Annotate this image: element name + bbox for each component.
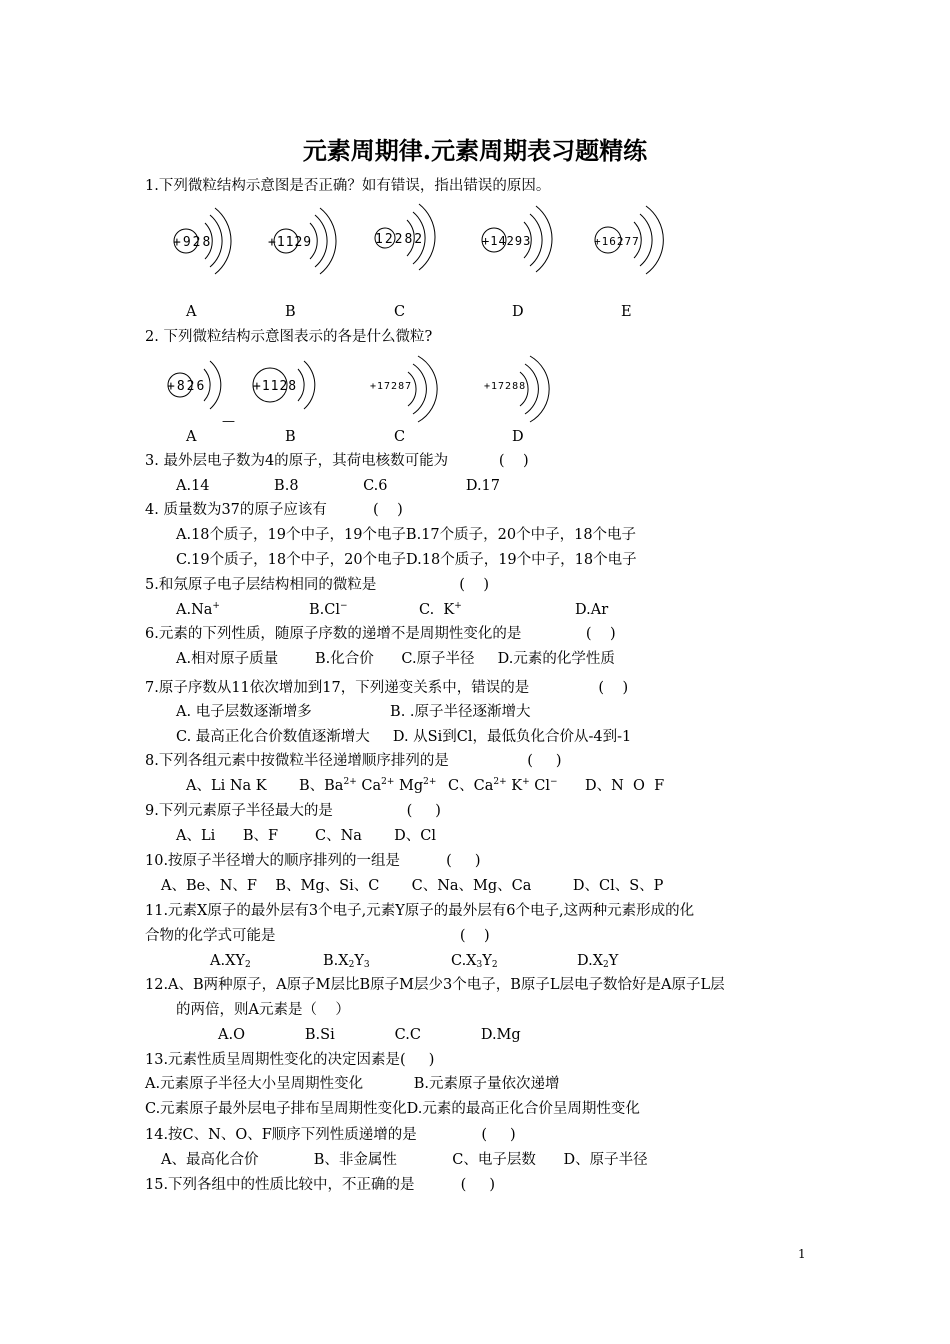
diagram-text: +14293	[482, 234, 532, 248]
q5-option-d: D.Ar	[575, 602, 609, 618]
q13-stem: 13.元素性质呈周期性变化的决定因素是( )	[145, 1052, 435, 1068]
atom-structure-diagram-icon	[478, 200, 558, 272]
q1-stem: 1.下列微粒结构示意图是否正确？如有错误，指出错误的原因。	[145, 178, 551, 194]
atom-structure-diagram-icon	[265, 205, 340, 275]
atom-structure-diagram-icon	[482, 350, 562, 422]
diagram-text: +1128	[253, 379, 298, 394]
diagram-label: A	[186, 304, 197, 320]
diagram-label: B	[285, 304, 296, 320]
q13-options-cd: C.元素原子最外层电子排布呈周期性变化D.元素的最高正化合价呈周期性变化	[145, 1101, 640, 1117]
q11-option-b: $B.X_2Y_3$	[323, 953, 370, 970]
diagram-text: 12282	[375, 232, 425, 247]
q9-options: A、Li B、F C、Na D、Cl	[176, 828, 437, 844]
diagram-text: +17288	[484, 381, 527, 392]
q3-options: A.14 B.8 C.6 D.17	[176, 478, 501, 494]
page-title: 元素周期律.元素周期表习题精练	[302, 136, 648, 165]
q7-options-cd: C. 最高正化合价数值逐渐增大 D. 从Si到Cl，最低负化合价从-4到-1	[176, 729, 632, 745]
q13-options-ab: A.元素原子半径大小呈周期性变化 B.元素原子量依次递增	[145, 1076, 560, 1092]
diagram-label: A	[186, 429, 197, 445]
q2-stem: 2. 下列微粒结构示意图表示的各是什么微粒?	[145, 329, 433, 345]
q14-stem: 14.按C、N、O、F顺序下列性质递增的是 ( )	[145, 1127, 516, 1143]
q8-stem: 8.下列各组元素中按微粒半径递增顺序排列的是 ( )	[145, 753, 562, 769]
q11-option-d: $D.X_2Y$	[577, 953, 619, 970]
q8-option-d: D、N O F	[585, 778, 665, 794]
q8-option-c: C、$Ca^{2+}$ K+ Cl−	[448, 777, 558, 794]
q7-stem: 7.原子序数从11依次增加到17，下列递变关系中，错误的是 ( )	[145, 680, 629, 696]
q5-option-b: B.Cl−	[309, 601, 348, 618]
atom-structure-diagram-icon	[368, 350, 448, 422]
q8-option-b: B、$Ba^{2+}$ $Ca^{2+}$ $Mg^{2+}$	[299, 777, 437, 794]
q9-stem: 9.下列元素原子半径最大的是 ( )	[145, 803, 441, 819]
q10-options: A、Be、N、F B、Mg、Si、C C、Na、Mg、Ca D、Cl、S、P	[161, 878, 664, 894]
q12-stem-line2: 的两倍，则A元素是（ ）	[176, 1002, 350, 1018]
diagram-text: +826	[167, 379, 207, 394]
q11-option-a: $A.XY_2$	[210, 953, 251, 970]
diagram-label: D	[512, 429, 524, 445]
q6-options: A.相对原子质量 B.化合价 C.原子半径 D.元素的化学性质	[176, 651, 615, 667]
diagram-label: C	[394, 304, 406, 320]
q5-option-c: C. K+	[419, 601, 462, 618]
q5-stem: 5.和氖原子电子层结构相同的微粒是 ( )	[145, 577, 490, 593]
diagram-label: B	[285, 429, 296, 445]
diagram-text: +1129	[268, 235, 313, 250]
diagram-text: +16277	[594, 235, 640, 248]
diagram-text: +17287	[370, 381, 413, 392]
q12-options: A.O B.Si C.C D.Mg	[218, 1027, 521, 1043]
q4-options-ab: A.18个质子，19个中子，19个电子B.17个质子，20个中子，18个电子	[176, 527, 637, 543]
q10-stem: 10.按原子半径增大的顺序排列的一组是 ( )	[145, 853, 481, 869]
q5-option-a: A.Na+	[176, 601, 220, 618]
q11-option-c: $C.X_3Y_2$	[451, 953, 498, 970]
atom-structure-diagram-icon	[590, 202, 665, 274]
diagram-label: C	[394, 429, 406, 445]
atom-structure-diagram-icon	[164, 352, 234, 420]
atom-structure-diagram-icon	[250, 352, 325, 420]
page-number: 1	[798, 1247, 806, 1261]
q11-stem-line2: 合物的化学式可能是 ( )	[145, 928, 490, 944]
diagram-text: +928	[173, 235, 213, 250]
atom-structure-diagram-icon	[165, 205, 235, 275]
q14-options: A、最高化合价 B、非金属性 C、电子层数 D、原子半径	[161, 1152, 648, 1168]
q7-options-ab: A. 电子层数逐渐增多 B. .原子半径逐渐增大	[176, 704, 531, 720]
q4-stem: 4. 质量数为37的原子应该有 ( )	[145, 502, 403, 518]
q15-stem: 15.下列各组中的性质比较中，不正确的是 ( )	[145, 1177, 496, 1193]
q6-stem: 6.元素的下列性质，随原子序数的递增不是周期性变化的是 ( )	[145, 626, 616, 642]
diagram-label: D	[512, 304, 524, 320]
q12-stem-line1: 12.A、B两种原子，A原子M层比B原子M层少3个电子，B原子L层电子数恰好是A原子L层	[145, 977, 725, 993]
q11-stem-line1: 11.元素X原子的最外层有3个电子,元素Y原子的最外层有6个电子,这两种元素形成的化	[145, 903, 695, 919]
q4-options-cd: C.19个质子，18个中子，20个电子D.18个质子，19个中子，18个电子	[176, 552, 637, 568]
dash-mark: —	[222, 414, 235, 429]
q8-option-a: A、Li Na K	[186, 778, 267, 794]
atom-structure-diagram-icon	[372, 200, 442, 270]
diagram-label: E	[621, 304, 632, 320]
q3-stem: 3. 最外层电子数为4的原子，其荷电核数可能为 ( )	[145, 453, 529, 469]
